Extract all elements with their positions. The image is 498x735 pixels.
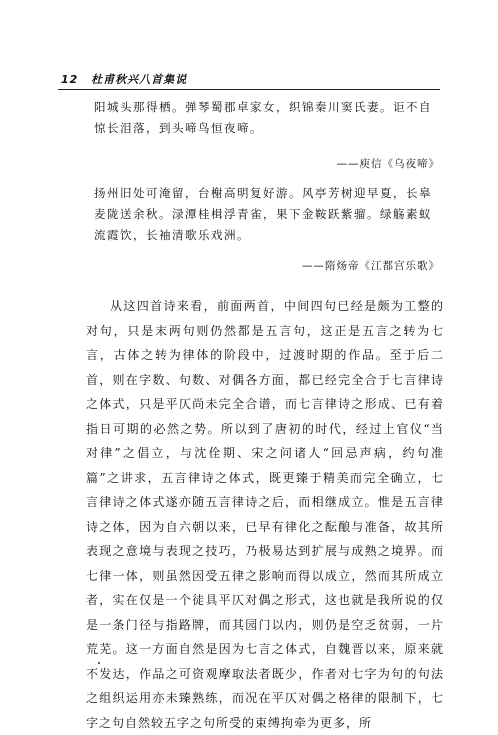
scan-speck [98, 662, 100, 664]
book-title: 杜甫秋兴八首集说 [91, 73, 188, 86]
poem-quote-2 [94, 183, 440, 246]
running-header [61, 71, 187, 87]
body-paragraph-text: 从这四首诗来看，前面两首，中间四句已经是颇为工整的对句，只是末两句则仍然都是五言句，这正是五言之转为七言，古体之转为律体的阶段中，过渡时期的作品。至于后二首，则在字数、句数、对偶各方面，都已经完全合于七言律诗之体式，只是平仄尚未完全合谱，而七言律诗之形成、已有着指日可期的必然之势。所以到了唐初的时代，经过上官仪“当对律”之倡立，与沈佺期、宋之问诸人“回忌声病，约句准篇”之讲求，五言律诗之体式，既更臻于精美而完全确立，七言律诗之体式遂亦随五言律诗之后，而相继成立。惟是五言律诗之体，因为自六朝以来，已早有律化之酝酿与准备，故其所表现之意境与表现之技巧，乃极易达到扩展与成熟之境界。而七律一体，则虽然因受五律之影响而得以成立，然而其所成立者，实在仅是一个徒具平仄对偶之形式，这也就是我所说的仅是一条门径与指路牌，而其园门以内，则仍是空乏贫弱，一片荒芜。这一方面自然是因为七言之体式，自魏晋以来，原来就不发达，作品之可资观摩取法者既少，作者对七字为句的句法之组织运用亦未臻熟练，而况在平仄对偶之格律的限制下，七字之句自然较五字之句所受的束缚拘牵为更多，所 [86, 299, 444, 730]
body-paragraph [86, 294, 444, 735]
header-rule [58, 89, 440, 90]
poem-quote-2-attribution: ——隋炀帝《江都宫乐歌》 [302, 260, 440, 272]
poem-quote-2-text: 扬州旧处可淹留，台榭高明复好游。风亭芳树迎早夏，长皋麦陇送余秋。渌潭桂楫浮青雀，果下金鞍跃紫骝。绿觞素蚁流霞饮，长袖清歌乐戏洲。 [94, 186, 432, 242]
poem-quote-1 [94, 97, 440, 139]
page-number: 12 [61, 73, 79, 86]
poem-quote-1-text: 阳城头那得栖。弹琴蜀郡卓家女，织锦秦川窦氏妻。讵不自惊长泪落，到头啼鸟恒夜啼。 [94, 100, 432, 135]
poem-quote-1-attribution: ——庾信《乌夜啼》 [336, 158, 440, 170]
